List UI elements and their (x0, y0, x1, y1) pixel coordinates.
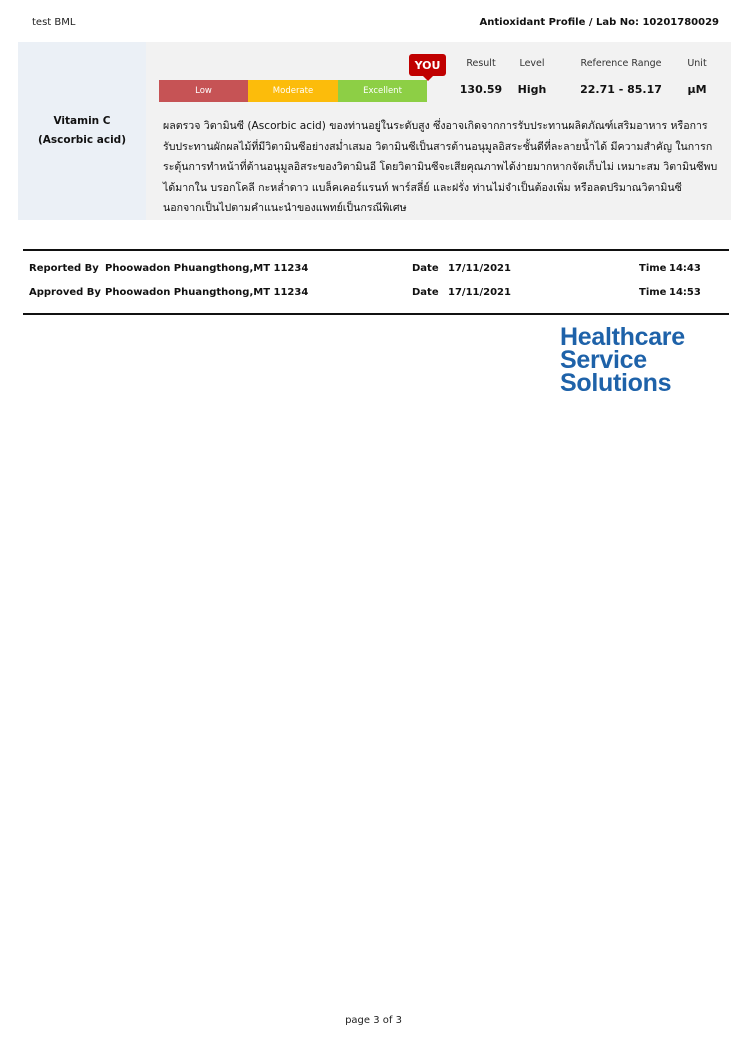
result-description: ผลตรวจ วิตามินซี (Ascorbic acid) ของท่านอยู่ในระดับสูง ซึ่งอาจเกิดจากการรับประทานผลิตภัณฑ์เสริมอาหาร หรือการ รับประทานผักผลไม้ที่มีวิตามินซีอย่างสม่ำเสมอ วิตามินซีเป็นสารต้านอนุมูลอิสระชั้นดีที่ละลายน้ำได้ มีความสำคัญ ในการกระตุ้นการทำหน้าที่ต้านอนุมูลอิสระของวิตามินอี โดยวิตามินซีจะเสียคุณภาพได้ง่ายมากหากจัดเก็บไม่ เหมาะสม วิตามินซีพบได้มากใน บรอกโคลี กะหล่ำดาว แบล็คเคอร์แรนท์ พาร์สลี่ย์ และฝรั่ง ท่านไม่จำเป็นต้องเพิ่ม หรือลดปริมาณวิตามินซี นอกจากเป็นไปตามคำแนะนำของแพทย์เป็นกรณีพิเศษ (163, 120, 718, 214)
level-value: High (517, 83, 547, 96)
reported-time: 14:43 (669, 263, 701, 274)
approved-time: 14:53 (669, 287, 701, 298)
approved-time-label: Time (639, 287, 667, 298)
approved-date-label: Date (412, 287, 439, 298)
company-logo (560, 323, 685, 397)
scale-excellent: Excellent (338, 80, 427, 102)
unit-value: µM (687, 83, 707, 96)
profile-lab-number: Antioxidant Profile / Lab No: 10201780029 (479, 17, 719, 28)
scale-moderate: Moderate (248, 80, 338, 102)
reported-date: 17/11/2021 (448, 263, 511, 274)
you-marker: YOU (409, 54, 446, 76)
divider-top (23, 249, 729, 251)
logo-line-1: Healthcare (560, 323, 685, 351)
approved-by-name: Phoowadon Phuangthong,MT 11234 (105, 287, 309, 298)
result-header: Result (466, 58, 496, 69)
reported-date-label: Date (412, 263, 439, 274)
test-name-cell (18, 42, 146, 220)
scale-low: Low (159, 80, 248, 102)
reference-value: 22.71 - 85.17 (580, 83, 662, 96)
test-subname: (Ascorbic acid) (37, 134, 126, 146)
report-owner: test BML (32, 17, 76, 28)
approved-by-label: Approved By (29, 287, 101, 298)
approved-date: 17/11/2021 (448, 287, 511, 298)
reported-by-label: Reported By (29, 263, 99, 274)
logo-line-3: Solutions (560, 369, 672, 397)
logo-line-2: Service (560, 346, 647, 374)
unit-header: Unit (687, 58, 707, 69)
reference-header: Reference Range (580, 58, 662, 69)
page-number: page 3 of 3 (345, 1015, 402, 1026)
divider-bottom (23, 313, 729, 315)
reported-by-name: Phoowadon Phuangthong,MT 11234 (105, 263, 309, 274)
test-name: Vitamin C (53, 115, 111, 127)
reported-time-label: Time (639, 263, 667, 274)
level-header: Level (519, 58, 545, 69)
result-value: 130.59 (459, 83, 503, 96)
vitamin-c-result-card (18, 42, 731, 220)
